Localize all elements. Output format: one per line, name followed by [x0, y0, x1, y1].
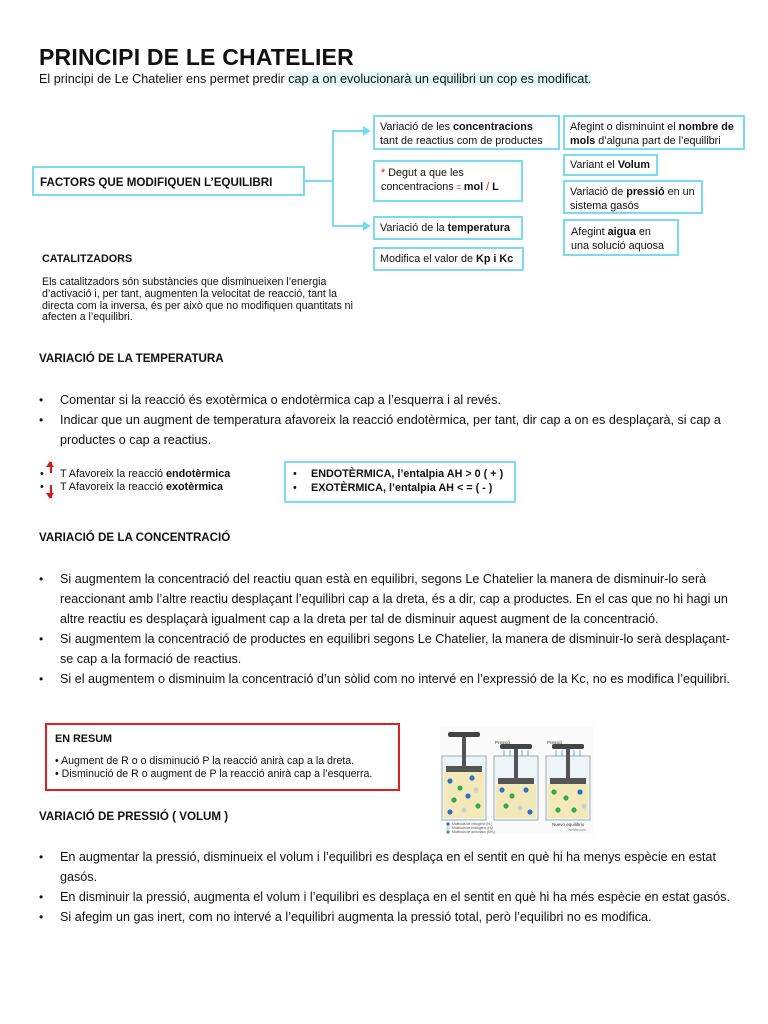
degut-a: Degut a que les	[388, 167, 464, 179]
pressure-bullets	[39, 847, 739, 927]
endo-text: ENDOTÈRMICA, l’entalpia AH > 0 ( + )	[311, 468, 504, 480]
exo-text: EXOTÈRMICA, l’entalpia AH < = ( - )	[311, 482, 493, 494]
factors-box	[32, 166, 305, 196]
list-item: • Si afegim un gas inert, com no intervé a l’equilibri augmenta la pressió total, però l’equilibri no es modifica.	[39, 907, 739, 927]
aigua-box	[563, 219, 679, 256]
aigua-b: aigua	[607, 226, 636, 238]
volum-b: Volum	[617, 159, 651, 171]
temp-down-line	[40, 481, 223, 493]
temperature-heading: VARIACIÓ DE LA TEMPERATURA	[39, 352, 224, 365]
figure-label-1: Pressió	[495, 740, 511, 745]
figure-source: Windor.com	[568, 828, 586, 832]
list-item: • Comentar si la reacció és exotèrmica o endotèrmica cap a l’esquerra i al revés.	[39, 390, 739, 410]
legend-item: Molécula de hidrógeno (H₂)	[452, 826, 494, 830]
kp-box	[373, 247, 524, 271]
factors-label: FACTORS QUE MODIFIQUEN L’EQUILIBRI	[40, 176, 273, 189]
page-title: PRINCIPI DE LE CHATELIER	[39, 44, 354, 70]
connector-main	[305, 180, 333, 182]
list-item: • En disminuir la pressió, augmenta el volum i l’equilibri es desplaça en el sentit en què hi ha més espècie en estat gasós.	[39, 887, 739, 907]
mols-c: d’alguna part de l’equilibri	[595, 135, 721, 147]
temperature-box	[373, 216, 523, 240]
summary-line: • Augment de R o o disminució P la reacció anirà cap a la dreta.	[55, 755, 355, 767]
subtitle-highlight: cap a on evolucionarà un equilibri un cop es modificat.	[288, 72, 592, 86]
enthalpy-box: • ENDOTÈRMICA, l’entalpia AH > 0 ( + ) • EXOTÈRMICA, l’entalpia AH < = ( - )	[284, 461, 516, 503]
temp-b: temperatura	[447, 222, 511, 234]
concentration-bullets	[39, 569, 739, 689]
figure-legend	[452, 822, 495, 834]
connector-bottom	[332, 225, 364, 227]
summary-title: EN RESUM	[55, 733, 112, 745]
degut-box	[373, 160, 523, 202]
temp-up-text: T Afavoreix la reacció	[60, 468, 167, 480]
list-item: • Si el augmentem o disminuim la concentració d’un sòlid com no intervé en l’expressió de la Kc, no es modifica l’equilibri.	[39, 669, 739, 689]
connector-vertical	[332, 130, 334, 227]
piston-figure	[440, 726, 594, 834]
arrow-to-concentration	[363, 126, 371, 136]
concentration-box	[373, 115, 560, 150]
aigua-a: Afegint	[571, 226, 608, 238]
temperature-bullets	[39, 390, 739, 450]
kp-a: Modifica el valor de	[380, 253, 477, 265]
temp-up-line	[40, 468, 230, 480]
list-item: • Si augmentem la concentració de productes en equilibri segons Le Chatelier, la manera de disminuir-lo serà desplaçant-se cap a la formació de reactius.	[39, 629, 739, 669]
degut-eq: =	[453, 182, 464, 192]
list-item: • Indicar que un augment de temperatura afavoreix la reacció endotèrmica, per tant, dir cap a on es desplaçarà, si cap a productes o cap a reactius.	[39, 410, 739, 450]
kp-b: Kp i Kc	[476, 253, 514, 265]
volum-box	[563, 154, 658, 176]
temp-a: Variació de la	[380, 222, 448, 234]
pressio-a: Variació de	[570, 186, 627, 198]
summary-line: • Disminució de R o augment de P la reacció anirà cap a l’esquerra.	[55, 768, 373, 780]
piston-illustration	[440, 726, 594, 834]
list-item: • En augmentar la pressió, disminueix el volum i l’equilibri es desplaça en el sentit en què hi ha menys espècie en estat gasós.	[39, 847, 739, 887]
figure-label-2: Pressió	[547, 740, 563, 745]
mols-b: nombre de mols	[570, 121, 734, 147]
conc-a: Variació de les	[380, 121, 454, 133]
temp-down-bold: exotèrmica	[166, 481, 224, 493]
legend-item: Molécula de nitrógeno (N₂)	[452, 822, 493, 826]
volum-a: Variant el	[570, 159, 618, 171]
mols-box	[563, 115, 745, 150]
subtitle-text: El principi de Le Chatelier ens permet predir	[39, 72, 289, 86]
catalysts-text: Els catalitzadors són substàncies que disminueixen l’energia d’activació i, per tant, augmenten la velocitat de reacció, tant la directa com la inversa, és per això que no modifiquen quantitats ni afecten a l’equilibri.	[42, 276, 353, 324]
pressio-box	[563, 180, 703, 214]
pressio-b: pressió	[626, 186, 665, 198]
concentration-heading: VARIACIÓ DE LA CONCENTRACIÓ	[39, 531, 231, 544]
figure-caption: Nuevo equilibrio	[552, 822, 585, 827]
temp-up-dot: •	[40, 468, 44, 480]
aigua-c: en una solució aquosa	[571, 226, 665, 252]
temp-down-text: T Afavoreix la reacció	[60, 481, 167, 493]
legend-item: Molécula de amoniaco (NH₃)	[452, 830, 496, 834]
list-item: • Si augmentem la concentració del reactiu quan està en equilibri, segons Le Chatelier la manera de disminuir-lo serà reaccionant amb l’altre reactiu desplaçant l’equilibri cap a la dreta, és a dir, cap a productes. En el cas que no hi hagi un altre reactiu es desplaçarà igualment cap a la dreta per tal de disminuir aquest augment de la concentració.	[39, 569, 739, 629]
degut-l: L	[492, 181, 499, 193]
connector-top	[332, 130, 364, 132]
mols-a: Afegint o disminuint el	[570, 121, 679, 133]
pressio-c: en un sistema gasós	[570, 186, 695, 212]
degut-mol: mol	[463, 181, 484, 193]
conc-b: concentracions	[453, 121, 533, 133]
degut-star: *	[381, 167, 389, 179]
temp-up-bold: endotèrmica	[166, 468, 231, 480]
page-subtitle	[39, 72, 591, 86]
catalysts-title: CATALITZADORS	[42, 253, 133, 265]
conc-c: tant de reactius com de productes	[380, 135, 543, 147]
degut-slash: /	[483, 181, 493, 193]
degut-b: concentracions	[381, 181, 454, 193]
arrow-to-temperature	[363, 221, 371, 231]
temp-down-dot: •	[40, 481, 44, 493]
summary-box	[45, 723, 400, 791]
pressure-heading: VARIACIÓ DE PRESSIÓ ( VOLUM )	[39, 810, 229, 823]
